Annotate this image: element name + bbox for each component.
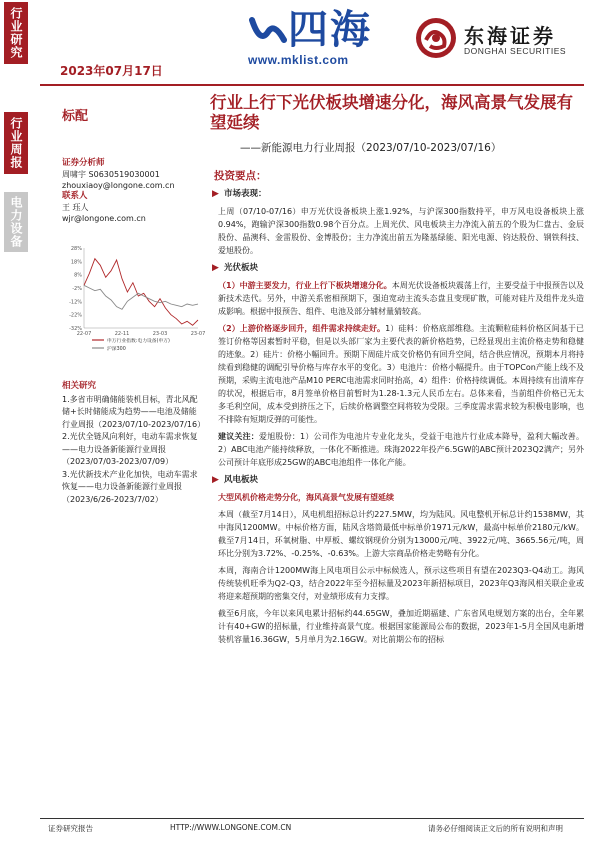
pv-paragraph-1 xyxy=(212,279,584,318)
wind-paragraph-3: 截至6月底，今年以来风电累计招标约44.65GW，叠加近期福建、广东省风电规划方案的出台，全年累计有40+GW的招标量，行业维持高景气度。根据国家能源局公布的数据，2023年1-5月全国风电新增装机容量16.36GW，5月单月为2.16GW。对比前期公布的招标 xyxy=(218,609,584,644)
pv-recommend-text: 爱旭股份：1）公司作为电池片专业化龙头，受益于电池片行业成本降导，盈利大幅改善。2）ABC电池产能持续释放，一体化不断推进。珠海2022年投产6.5GW的ABC预计2023Q2满产；另外公司预计年底形成25GW的ABC电池组件一体化产能。 xyxy=(218,432,584,467)
report-subtitle: ——新能源电力行业周报（2023/07/10-2023/07/16） xyxy=(240,142,502,154)
related-item[interactable]: 1.多省市明确储能装机目标，青北风配储+长时储能成为趋势——电池及储能行业周报（2023/07/10-2023/07/16） xyxy=(62,394,206,429)
y-tick-label: 18% xyxy=(70,259,82,266)
series-line xyxy=(84,259,198,326)
triangle-bullet-icon: ▶ xyxy=(212,189,219,199)
x-tick-label: 23-07 xyxy=(190,331,206,337)
legend-label: 申万行业指数:电力设备(申万) xyxy=(107,339,170,344)
related-heading: 相关研究 xyxy=(62,381,97,391)
section-wind xyxy=(212,474,584,487)
pv-point-1-text: 本周光伏设备板块震荡上行，主要受益于中报预告以及新技术迭代。另外，中游关系密相预期下，强迫宽动主流头态盘且变现矿散，可能对硅片及组件龙头造成影响。根据中报预告、组件、电池及部分辅材量猜较高。 xyxy=(218,281,584,316)
pv-point-2-head: （2）上游价格逐步回升，组件需求持续走好。 xyxy=(218,324,386,333)
triangle-bullet-icon: ▶ xyxy=(212,475,219,485)
pv-recommend-head: 建议关注： xyxy=(218,432,260,441)
y-tick-label: 28% xyxy=(70,246,82,252)
header-divider xyxy=(40,84,584,86)
mklist-wave-icon xyxy=(248,10,288,50)
market-paragraph: 上周（07/10-07/16）申万光伏设备板块上涨1.92%，与沪深300指数持平，申万风电设备板块上涨0.94%，跑输沪深300指数0.98个百分点。上周光伏、风电板块主力净流入前五的个股为仁盘古、金辰股份、晶澳科、金雷股份、金博股份；主力净流出前五为隆基绿能、阳光电源、钧达股份、钢铁科技、爱旭股份。 xyxy=(218,207,584,255)
footer-url[interactable]: HTTP://WWW.LONGONE.COM.CN xyxy=(170,823,292,832)
contact-heading: 联系人 xyxy=(62,191,88,201)
report-title: 行业上行下光伏板块增速分化，海风高景气发展有望延续 xyxy=(210,93,573,132)
analyst-block xyxy=(62,158,202,224)
mklist-logo xyxy=(248,8,408,68)
contact-email[interactable]: wjr@longone.com.cn xyxy=(62,214,146,223)
keypoints-heading: 投资要点： xyxy=(214,170,267,182)
y-tick-label: -22% xyxy=(69,312,82,319)
pv-paragraph-2 xyxy=(212,322,584,426)
report-date: 2023年07月17日 xyxy=(60,64,163,78)
related-item[interactable]: 2.光伏全链风向利好，电动车需求恢复——电力设备新能源行业周报（2023/07/03-2023/07/09） xyxy=(62,432,198,466)
x-tick-label: 23-03 xyxy=(152,331,168,337)
tab-power-equipment: 电力设备 xyxy=(4,192,28,252)
section-pv xyxy=(212,262,584,275)
main-body xyxy=(212,170,584,646)
contact-name: 王 珏人 xyxy=(62,203,89,212)
y-tick-label: -32% xyxy=(69,326,82,332)
wind-paragraph-1: 本周（截至7月14日），风电机组招标总计约227.5MW，均为陆风。风电整机开标总计约1538MW，其中海风1200MW。中标价格方面，陆风含塔筒最低中标单价1971元/kW，最高中标单价2180元/kW。截至7月14日，环氧树脂、中厚板、螺纹钢现价分别为13000元/吨、3922元/吨、3665.56元/吨，周环比分别为3.72%、-0.25%、-0.63%。上游大宗商品价格走势略有分化。 xyxy=(218,510,584,558)
y-tick-label: -2% xyxy=(72,286,82,292)
performance-chart xyxy=(62,244,206,364)
industry-rating: 标配 xyxy=(62,109,89,124)
x-tick-label: 22-07 xyxy=(76,331,92,337)
y-tick-label: 8% xyxy=(74,272,82,279)
section-label: 市场表现： xyxy=(224,189,267,199)
tab-industry-research: 行业研究 xyxy=(4,2,28,64)
donghai-name-cn: 东海证券 xyxy=(464,24,556,48)
related-research xyxy=(62,380,206,506)
mklist-url[interactable]: www.mklist.com xyxy=(248,53,349,67)
donghai-seal-icon xyxy=(414,16,458,60)
section-market xyxy=(212,188,584,201)
y-tick-label: -12% xyxy=(69,299,82,306)
section-label: 风电板块 xyxy=(224,475,259,485)
x-tick-label: 22-11 xyxy=(114,331,130,337)
section-label: 光伏板块 xyxy=(224,263,259,273)
wind-paragraph-2: 本周，海南合计1200MW海上风电项目公示中标候选人，预示这些项目有望在2023Q3-Q4动工。海风传统装机旺季为Q2-Q3，结合2022年至今招标量及2023年新招标项目，2023年Q3海风相关联企业或将迎来超预期的密集交付，对业绩形成有力支撑。 xyxy=(218,566,584,601)
mklist-logo-text: 四海 xyxy=(288,6,372,53)
related-item[interactable]: 3.光伏新技术产业化加快，电动车需求恢复——电力设备新能源行业周报（2023/6/26-2023/7/02） xyxy=(62,469,198,504)
wind-subheading: 大型风机价格走势分化，海风高景气发展有望延续 xyxy=(218,493,394,502)
pv-point-1-head: （1）中游主要发力，行业上行下板块增速分化。 xyxy=(218,281,392,290)
footer-divider xyxy=(40,818,584,819)
sidebar xyxy=(0,0,30,842)
series-line xyxy=(84,285,198,309)
analyst-email[interactable]: zhouxiaoy@longone.com.cn xyxy=(62,181,175,190)
footer-label: 证券研究报告 xyxy=(48,824,93,833)
tab-industry-weekly: 行业周报 xyxy=(4,112,28,174)
analyst-heading: 证券分析师 xyxy=(62,158,105,168)
pv-paragraph-3 xyxy=(212,430,584,469)
footer-disclaimer: 请务必仔细阅读正文后的所有说明和声明 xyxy=(428,824,563,833)
donghai-name-en: DONGHAI SECURITIES xyxy=(464,46,567,56)
donghai-logo xyxy=(414,14,584,62)
analyst-name: 周啸宇 S0630519030001 xyxy=(62,170,160,179)
pv-point-2-text: 1）硅料：价格底部维稳。主流颗粒硅料价格区间基于已签订价格等因素暂时平稳，但是以头部厂家为主要代表的新价格趋势，已经显现出主流价格走势和稳健的迹象。2）硅片：价格小幅回升。预期下周硅片成交价格仍有回升空间，结合供应情况，预期本月将持续看到稳健的调配引导价格与库存水平的变化。3）电池片：价格小幅提升。由于TOPCon产能上线不及预期，采购主流电池产品M10 PERC电池需求同时抬高，4）组件：价格持续调低。本周持续有出清库存的状况，根据后市，8月签单价格目前暂时为1.28-1.3元人民币左右。总体来看，当前组件价格已无太多毛利空间，成本受到挤压之下，后续价格调整空间将较为受限。三季度需求需求较为积极电影响，也不排除有短期反弹的可能性。 xyxy=(218,324,584,424)
legend-label: 沪深300 xyxy=(107,347,126,352)
triangle-bullet-icon: ▶ xyxy=(212,263,219,273)
